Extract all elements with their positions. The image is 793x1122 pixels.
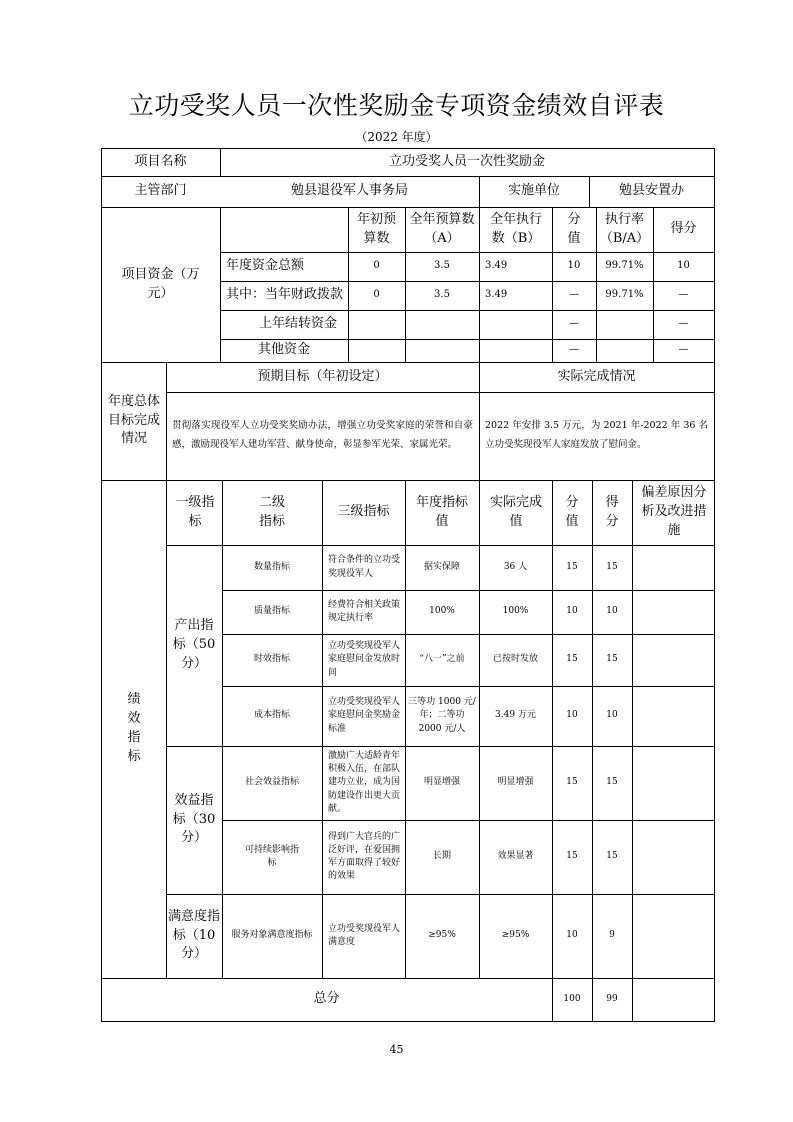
funds-row-name: 上年结转资金 bbox=[258, 316, 337, 332]
funds-cell: — bbox=[569, 318, 579, 330]
goals-expected-text: 贯彻落实现役军人立功受奖奖励办法，增强立功受奖家庭的荣誉和自豪感，激励现役军人建功军营、献身使命，彰显参军光荣、家属光荣。 bbox=[172, 420, 473, 450]
perf-score: 15 bbox=[606, 777, 618, 788]
dept-value: 勉县退役军人事务局 bbox=[290, 183, 408, 199]
perf-value: 10 bbox=[566, 606, 578, 617]
funds-cell: 99.71% bbox=[605, 289, 644, 301]
funds-header-initial: 年初预算数 bbox=[356, 211, 396, 246]
funds-cell: 0 bbox=[373, 260, 380, 272]
funds-cell: 3.49 bbox=[485, 260, 508, 272]
goals-expected-header: 预期目标（年初设定） bbox=[257, 368, 388, 384]
total-label: 总分 bbox=[313, 991, 340, 1007]
perf-value: 15 bbox=[566, 851, 578, 862]
funds-cell: 3.5 bbox=[434, 260, 450, 272]
funds-cell: 10 bbox=[567, 260, 581, 272]
funds-cell: — bbox=[678, 344, 689, 356]
perf-l3: 符合条件的立功受奖现役军人 bbox=[328, 555, 401, 579]
perf-header-l2: 二级指标 bbox=[258, 494, 285, 529]
funds-cell: — bbox=[678, 289, 689, 301]
perf-header-actual: 实际完成值 bbox=[490, 494, 543, 529]
funds-cell: 3.49 bbox=[485, 289, 508, 301]
perf-group-benefit: 效益指标（30分） bbox=[172, 792, 216, 846]
perf-value: 15 bbox=[566, 777, 578, 788]
funds-cell bbox=[405, 310, 479, 339]
perf-score: 9 bbox=[609, 930, 615, 941]
perf-l3: 激励广大适龄青年积极入伍，在部队建功立业，成为国防建设作出更大贡献。 bbox=[328, 751, 401, 814]
perf-l2: 社会效益指标 bbox=[244, 777, 299, 788]
perf-l2: 服务对象满意度指标 bbox=[231, 930, 313, 941]
perf-header-note: 偏差原因分析及改进措施 bbox=[641, 485, 707, 538]
perf-value: 15 bbox=[566, 561, 578, 572]
perf-note bbox=[632, 686, 714, 746]
funds-row-name: 其他资金 bbox=[257, 342, 310, 358]
perf-header-target: 年度指标值 bbox=[416, 494, 469, 529]
perf-group-satisfaction: 满意度指标（10分） bbox=[168, 908, 221, 962]
perf-value: 10 bbox=[566, 930, 578, 941]
perf-header-value: 分值 bbox=[565, 494, 579, 529]
funds-header-budget: 全年预算数（A） bbox=[409, 211, 475, 246]
funds-cell bbox=[348, 310, 405, 339]
perf-target: 100% bbox=[429, 606, 455, 617]
funds-cell bbox=[479, 310, 552, 339]
project-name-label: 项目名称 bbox=[134, 153, 187, 169]
page-number: 45 bbox=[389, 1043, 404, 1056]
perf-score: 10 bbox=[606, 606, 618, 617]
perf-header-l3: 三级指标 bbox=[337, 504, 390, 520]
perf-actual: 明显增强 bbox=[497, 777, 534, 788]
perf-l3: 立功受奖现役军人家庭慰问金发放时间 bbox=[328, 641, 401, 678]
perf-note bbox=[632, 746, 714, 820]
perf-score: 15 bbox=[606, 561, 618, 572]
perf-l3: 经费符合相关政策规定执行率 bbox=[328, 599, 401, 623]
perf-actual: 36 人 bbox=[503, 561, 528, 572]
funds-cell bbox=[596, 310, 653, 339]
perf-l3: 立功受奖现役军人家庭慰问金奖励金标准 bbox=[328, 697, 401, 734]
perf-l2: 数量指标 bbox=[253, 561, 290, 572]
dept-label: 主管部门 bbox=[134, 183, 187, 199]
funds-cell: 10 bbox=[677, 260, 690, 272]
page-title: 立功受奖人员一次性奖励金专项资金绩效自评表 bbox=[128, 91, 665, 120]
perf-actual: ≥95% bbox=[501, 930, 530, 941]
perf-value: 15 bbox=[566, 654, 578, 665]
perf-header-score: 得分 bbox=[605, 494, 619, 529]
funds-header-exec: 全年执行数（B） bbox=[489, 211, 542, 246]
total-value: 100 bbox=[563, 993, 581, 1004]
impl-value: 勉县安置办 bbox=[618, 183, 684, 199]
impl-label: 实施单位 bbox=[507, 183, 560, 199]
year-label: （2022 年度） bbox=[355, 130, 438, 144]
funds-cell bbox=[405, 339, 479, 362]
perf-l3: 得到广大官兵的广泛好评，在爱国拥军方面取得了较好的效果 bbox=[328, 831, 401, 882]
funds-cell bbox=[596, 339, 653, 362]
funds-label: 项目资金（万元） bbox=[121, 266, 200, 301]
perf-score: 10 bbox=[606, 710, 618, 721]
perf-actual: 已按时发放 bbox=[492, 654, 538, 665]
perf-score: 15 bbox=[606, 851, 618, 862]
perf-actual: 效果显著 bbox=[497, 851, 534, 862]
perf-header-l1: 一级指标 bbox=[175, 494, 215, 529]
perf-actual: 3.49 万元 bbox=[495, 710, 536, 721]
funds-cell bbox=[479, 339, 552, 362]
funds-row-name: 其中：当年财政拨款 bbox=[226, 287, 344, 303]
perf-note bbox=[632, 820, 714, 894]
perf-target: 据实保障 bbox=[423, 561, 460, 572]
perf-note bbox=[632, 590, 714, 634]
perf-score: 15 bbox=[606, 654, 618, 665]
perf-target: 三等功 1000 元/年；二等功 2000 元/人 bbox=[408, 697, 476, 734]
perf-target: ≥95% bbox=[428, 930, 456, 941]
funds-row-name: 年度资金总额 bbox=[226, 258, 305, 274]
total-score: 99 bbox=[606, 993, 618, 1004]
funds-cell: 0 bbox=[373, 289, 380, 301]
goals-actual-text: 2022 年安排 3.5 万元，为 2021 年-2022 年 36 名立功受奖现役军人家庭发放了慰问金。 bbox=[485, 420, 708, 450]
perf-l3: 立功受奖现役军人满意度 bbox=[328, 923, 401, 947]
goals-actual-header: 实际完成情况 bbox=[557, 368, 636, 384]
funds-cell: — bbox=[569, 289, 579, 301]
perf-target: 明显增强 bbox=[423, 777, 460, 788]
funds-header-score-value: 分值 bbox=[567, 211, 581, 246]
perf-note bbox=[632, 894, 714, 978]
perf-actual: 100% bbox=[502, 606, 529, 617]
perf-l2: 时效指标 bbox=[253, 654, 290, 665]
funds-cell: — bbox=[569, 344, 579, 356]
perf-l2: 成本指标 bbox=[253, 710, 290, 721]
perf-target: “八一”之前 bbox=[419, 654, 465, 665]
perf-group-output: 产出指标（50分） bbox=[172, 618, 216, 671]
funds-cell: 3.5 bbox=[434, 289, 450, 301]
project-name-value: 立功受奖人员一次性奖励金 bbox=[388, 153, 545, 169]
perf-target: 长期 bbox=[432, 851, 451, 862]
goals-label: 年度总体目标完成情况 bbox=[108, 393, 161, 447]
funds-cell bbox=[348, 339, 405, 362]
perf-note bbox=[632, 545, 714, 590]
funds-header-rate: 执行率（B/A） bbox=[599, 211, 650, 246]
funds-header-score: 得分 bbox=[670, 221, 697, 237]
performance-label: 绩效指标 bbox=[127, 692, 141, 764]
funds-cell: — bbox=[678, 318, 689, 330]
perf-l2: 质量指标 bbox=[253, 606, 290, 617]
perf-l2: 可持续影响指标 bbox=[244, 844, 299, 868]
perf-value: 10 bbox=[566, 710, 578, 721]
perf-note bbox=[632, 634, 714, 686]
funds-cell: 99.71% bbox=[605, 260, 644, 272]
